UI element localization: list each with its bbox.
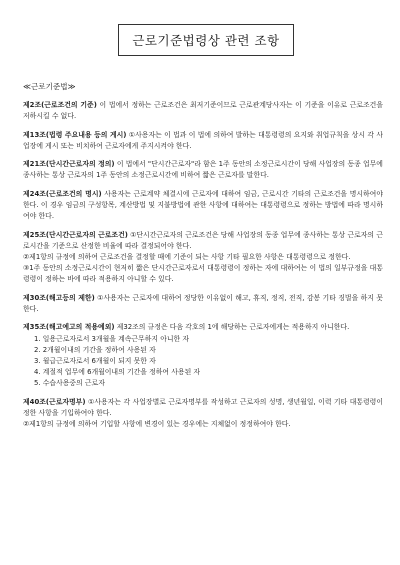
article — [23, 397, 383, 431]
article-heading: 제30조(해고등의 제한) — [23, 293, 95, 302]
article-text: ②제1항의 규정에 의하여 기입할 사항에 변경이 있는 경우에는 지체없이 정정하여야 한다. — [23, 420, 291, 429]
article-list-item: 4. 계절적 업무에 6개월이내의 기간을 정하여 사용된 자 — [34, 368, 201, 377]
article-paragraph — [23, 230, 383, 252]
article-paragraph — [23, 419, 383, 430]
article — [23, 159, 383, 181]
article-heading: 제2조(근로조건의 기준) — [23, 101, 97, 109]
article-paragraph — [23, 322, 383, 333]
article-text: ③1주 동안의 소정근로시간이 현저히 짧은 단시간근로자로서 대통령령이 정하는 자에 대하여는 이 법의 일부규정을 대통령령이 정하는 바에 따라 적용하지 아니할 수 있다. — [23, 264, 383, 284]
article-text: ①사용자는 이 법과 이 법에 의하여 발하는 대통령령의 요지와 취업규칙을 상시 각 사업장에 게시 또는 비치하여 근로자에게 주지시켜야 한다. — [23, 130, 383, 150]
article-text: 제32조의 규정은 다음 각호의 1에 해당하는 근로자에게는 적용하지 아니한다. — [116, 323, 350, 332]
article — [23, 322, 383, 389]
article-text: 사용자는 근로계약 체결시에 근로자에 대하여 임금, 근로시간 기타의 근로조건을 명시하여야 한다. 이 경우 임금의 구성항목, 계산방법 및 지불방법에 관한 사항에 대하여는 대통령령으로 정하는 방법에 따라 명시하여야 한다. — [23, 189, 383, 221]
article-text: ②제1항의 규정에 의하여 근로조건을 결정할 때에 기준이 되는 사항 기타 필요한 사항은 대통령령으로 정한다. — [23, 252, 351, 261]
article-text: 이 법에서 "단시간근로자"라 함은 1주 동안의 소정근로시간이 당해 사업장의 동종 업무에 종사하는 통상 근로자의 1주 동안의 소정근로시간에 비하여 짧은 근로자를 말한다. — [23, 160, 383, 180]
article — [23, 100, 383, 122]
article — [23, 189, 383, 223]
article-paragraph — [23, 130, 383, 152]
article-list-item: 1. 일용근로자로서 3개월을 계속근무하지 아니한 자 — [34, 334, 190, 343]
article-heading: 제25조(단시간근로자의 근로조건) — [23, 230, 128, 239]
article-heading: 제35조(해고예고의 적용예외) — [23, 323, 115, 332]
article-list-item: 5. 수습사용중의 근로자 — [34, 379, 105, 388]
article-heading: 제24조(근로조건의 명시) — [23, 189, 102, 198]
section-heading: ≪근로기준법≫ — [23, 82, 76, 91]
article-text: ①단시간근로자의 근로조건은 당해 사업장의 동종 업무에 종사하는 통상 근로자의 근로시간을 기준으로 산정한 비율에 따라 결정되어야 한다. — [23, 230, 383, 250]
article-paragraph — [23, 159, 383, 181]
article-list-item: 3. 월급근로자로서 6개월이 되지 못한 자 — [34, 356, 156, 365]
article-paragraph — [23, 100, 383, 122]
article-paragraph — [23, 263, 383, 285]
article-text: ①사용자는 각 사업장별로 근로자명부를 작성하고 근로자의 성명, 생년월일, 이력 기타 대통령령이 정한 사항을 기입하여야 한다. — [23, 397, 383, 417]
article-heading: 제40조(근로자명부) — [23, 397, 86, 406]
article — [23, 130, 383, 152]
article — [23, 230, 383, 286]
article — [23, 293, 383, 315]
article-heading: 제13조(법령 주요내용 등의 게시) — [23, 130, 127, 139]
article-list-item: 2. 2개월이내의 기간을 정하여 사용된 자 — [34, 345, 156, 354]
article-text: ①사용자는 근로자에 대하여 정당한 이유없이 해고, 휴직, 정직, 전직, 감봉 기타 징벌을 하지 못한다. — [23, 293, 383, 313]
article-paragraph — [23, 252, 383, 263]
article-paragraph — [23, 293, 383, 315]
article-heading: 제21조(단시간근로자의 정의) — [23, 160, 115, 169]
article-text: 이 법에서 정하는 근로조건은 최저기준이므로 근로관계당사자는 이 기준을 이유로 근로조건을 저하시킬 수 없다. — [23, 101, 383, 121]
article-paragraph — [23, 189, 383, 223]
article-list — [23, 100, 383, 438]
document-title: 근로기준법령상 관련 조항 — [118, 24, 294, 56]
article-paragraph — [23, 397, 383, 419]
